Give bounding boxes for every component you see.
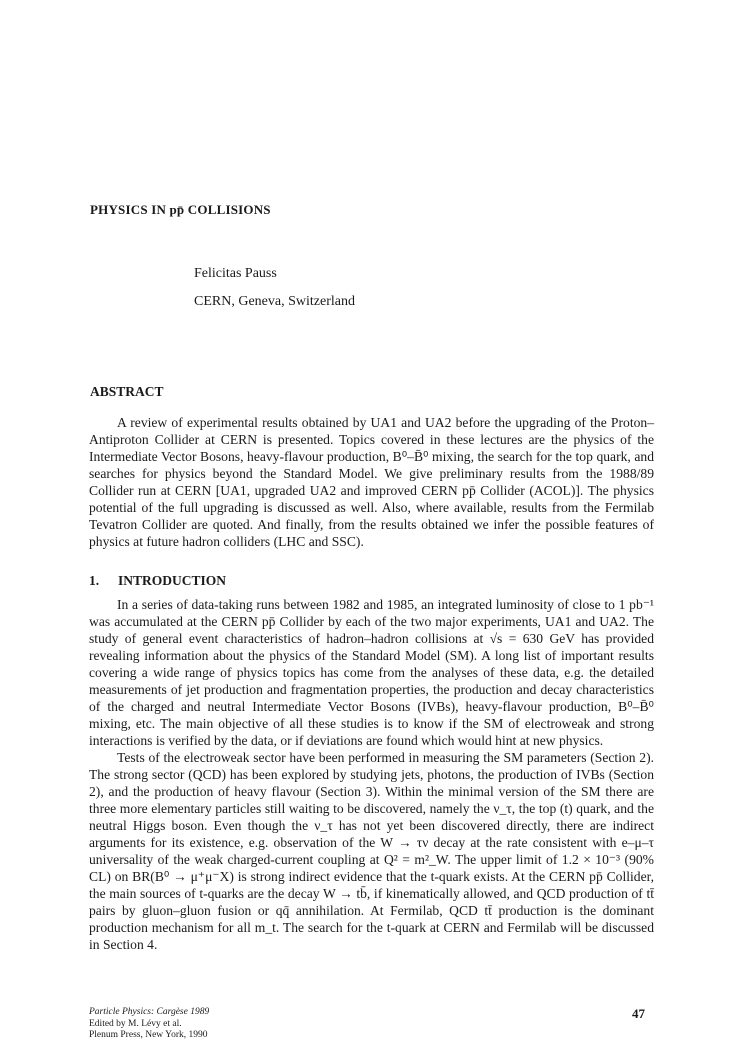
abstract-text: A review of experimental results obtained by UA1 and UA2 before the upgrading of the Proton–Antiproton Collider at CERN is presented. Topics covered in these lectures are the physics of the Intermediate Vector Bosons, heavy-flavour production, B⁰–B̄⁰ mixing, the search for the top quark, and searches for physics beyond the Standard Model. We give preliminary results from the 1988/89 Collider run at CERN [UA1, upgraded UA2 and improved CERN pp̄ Collider (ACOL)]. The physics potential of the full upgrading is discussed as well. Also, where available, results from the Fermilab Tevatron Collider are quoted. And finally, from the results obtained we infer the possible features of physics at future hadron colliders (LHC and SSC). <box>89 415 654 549</box>
author-name: Felicitas Pauss <box>194 266 277 281</box>
paragraph: Tests of the electroweak sector have been performed in measuring the SM parameters (Section 2). The strong sector (QCD) has been explored by studying jets, photons, the production of IVBs (Section 2), and the production of heavy flavour (Section 3). Within the minimal version of the SM there are three more elementary particles still waiting to be discovered, namely the ν_τ, the top (t) quark, and the neutral Higgs boson. Even though the ν_τ has not yet been discovered directly, there are indirect arguments for its existence, e.g. observation of the W → τν decay at the rate consistent with e–μ–τ universality of the weak charged-current coupling at Q² = m²_W. The upper limit of 1.2 × 10⁻³ (90% CL) on BR(B⁰ → μ⁺μ⁻X) is strong indirect evidence that the t-quark exists. At the CERN pp̄ Collider, the main sources of t-quarks are the decay W → tb̄, if kinematically allowed, and QCD production of tt̄ pairs by gluon–gluon fusion or qq̄ annihilation. At Fermilab, QCD tt̄ production is the dominant production mechanism for all m_t. The search for the t-quark at CERN and Fermilab will be discussed in Section 4. <box>89 750 654 952</box>
editor-line: Edited by M. Lévy et al. <box>89 1018 182 1029</box>
paragraph: In a series of data-taking runs between 1982 and 1985, an integrated luminosity of close to 1 pb⁻¹ was accumulated at the CERN pp̄ Collider by each of the two major experiments, UA1 and UA2. The study of general event characteristics of hadron–hadron collisions at √s = 630 GeV has provided revealing information about the physics of the Standard Model (SM). A long list of important results covering a wide range of physics topics has come from the analyses of these data, e.g. the detailed measurements of jet production and fragmentation properties, the production and decay characteristics of the charged and neutral Intermediate Vector Bosons (IVBs), heavy-flavour production, B⁰–B̄⁰ mixing, etc. The main objective of all these studies is to know if the SM of electroweak and strong interactions is verified by the data, or if deviations are found which would hint at new physics. <box>89 597 654 748</box>
section-heading <box>89 573 226 589</box>
page-title: PHYSICS IN pp̄ COLLISIONS <box>90 202 271 217</box>
author-affiliation: CERN, Geneva, Switzerland <box>194 294 355 309</box>
publication-info <box>89 1007 209 1042</box>
section-number: 1. <box>89 573 100 588</box>
publisher-line: Plenum Press, New York, 1990 <box>89 1030 208 1040</box>
abstract-heading: ABSTRACT <box>90 384 164 399</box>
introduction-body <box>89 596 654 953</box>
series-title: Particle Physics: Cargèse 1989 <box>89 1007 210 1017</box>
page-number: 47 <box>632 1006 645 1021</box>
section-title: INTRODUCTION <box>118 573 227 588</box>
